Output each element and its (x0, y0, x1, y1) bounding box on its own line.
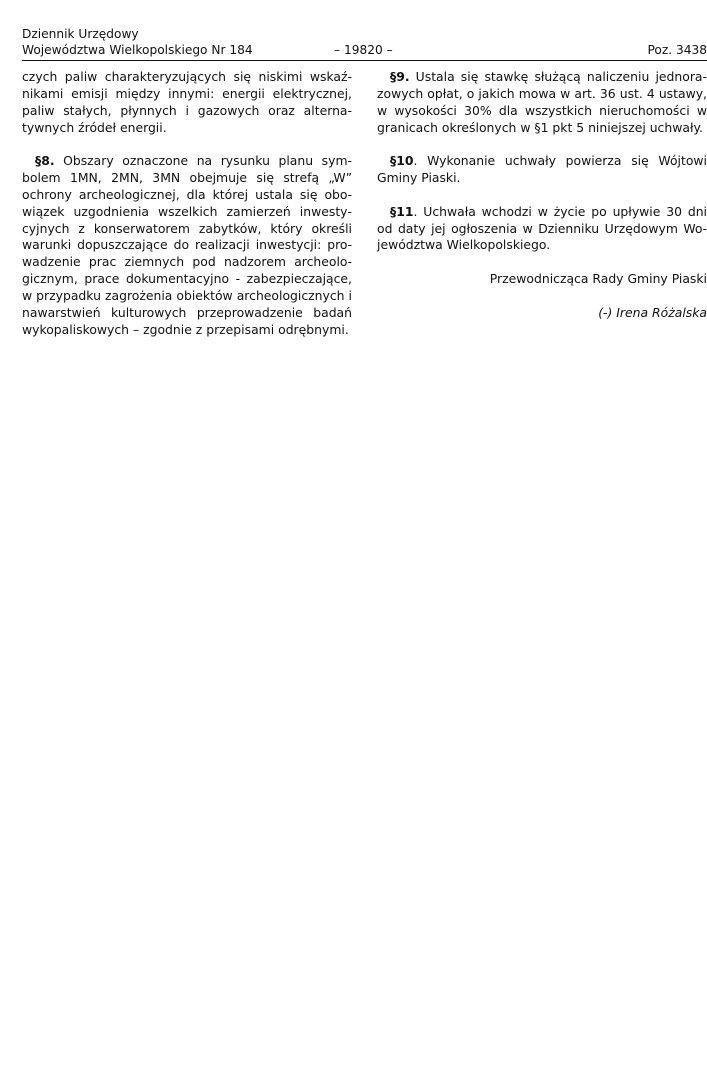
signature-title: Przewodnicząca Rady Gminy Piaski (489, 271, 707, 287)
paragraph-10-text: . Wykonanie uchwały powierza się Wójtowi Gminy Piaski. (377, 153, 707, 186)
header-row (22, 43, 707, 59)
right-column (377, 69, 707, 339)
paragraph-11-number: §11 (390, 203, 414, 219)
paragraph-10 (377, 153, 707, 187)
paragraph-9 (377, 69, 707, 136)
paragraph-9-text: Ustala się stawkę służącą naliczeniu jednorazowych opłat, o jakich mowa w art. 36 ust. 4 ustawy, w wysokości 30% dla wszystkich nieruchomości w granicach określonych w §1 pkt 5 niniejszej uchwały. (377, 69, 707, 135)
page-number: – 19820 – (334, 42, 393, 57)
header-rule (22, 60, 707, 61)
continuation-paragraph: czych paliw charakteryzujących się niskimi wskaźnikami emisji między innymi: energii elektrycznej, paliw stałych, płynnych i gazowych oraz alternatywnych źródeł energii. (22, 69, 352, 135)
document-header (22, 27, 707, 59)
paragraph-11-text: . Uchwała wchodzi w życie po upływie 30 dni od daty jej ogłoszenia w Dzienniku Urzędowym Województwa Wielkopolskiego. (377, 203, 707, 253)
paragraph-11 (377, 204, 707, 255)
paragraph-10-number: §10 (390, 153, 414, 169)
paragraph-8-text: Obszary oznaczone na rysunku planu symbolem 1MN, 2MN, 3MN obejmuje się strefą „W” ochrony archeologicznej, dla której ustala się obowiązek uzgodnienia wszelkich zamierzeń inwestycyjnych z konserwatorem zabytków, który określi warunki dopuszczające do realizacji inwestycji: prowadzenie prac ziemnych pod nadzorem archeologicznym, prace dokumentacyjno - zabezpieczające, w przypadku zagrożenia obiektów archeologicznych i nawarstwień kulturowych przeprowadzenie badań wykopaliskowych – zgodnie z przepisami odrębnymi. (22, 153, 352, 337)
paragraph-9-number: §9. (390, 69, 410, 84)
left-column (22, 69, 352, 355)
signature-name: (-) Irena Różalska (598, 304, 707, 320)
paragraph-8-number: §8. (35, 153, 55, 169)
journal-title: Dziennik Urzędowy (22, 27, 139, 41)
position-number: Poz. 3438 (647, 42, 707, 57)
publication-name: Województwa Wielkopolskiego Nr 184 (22, 42, 253, 57)
paragraph-8 (22, 153, 352, 338)
